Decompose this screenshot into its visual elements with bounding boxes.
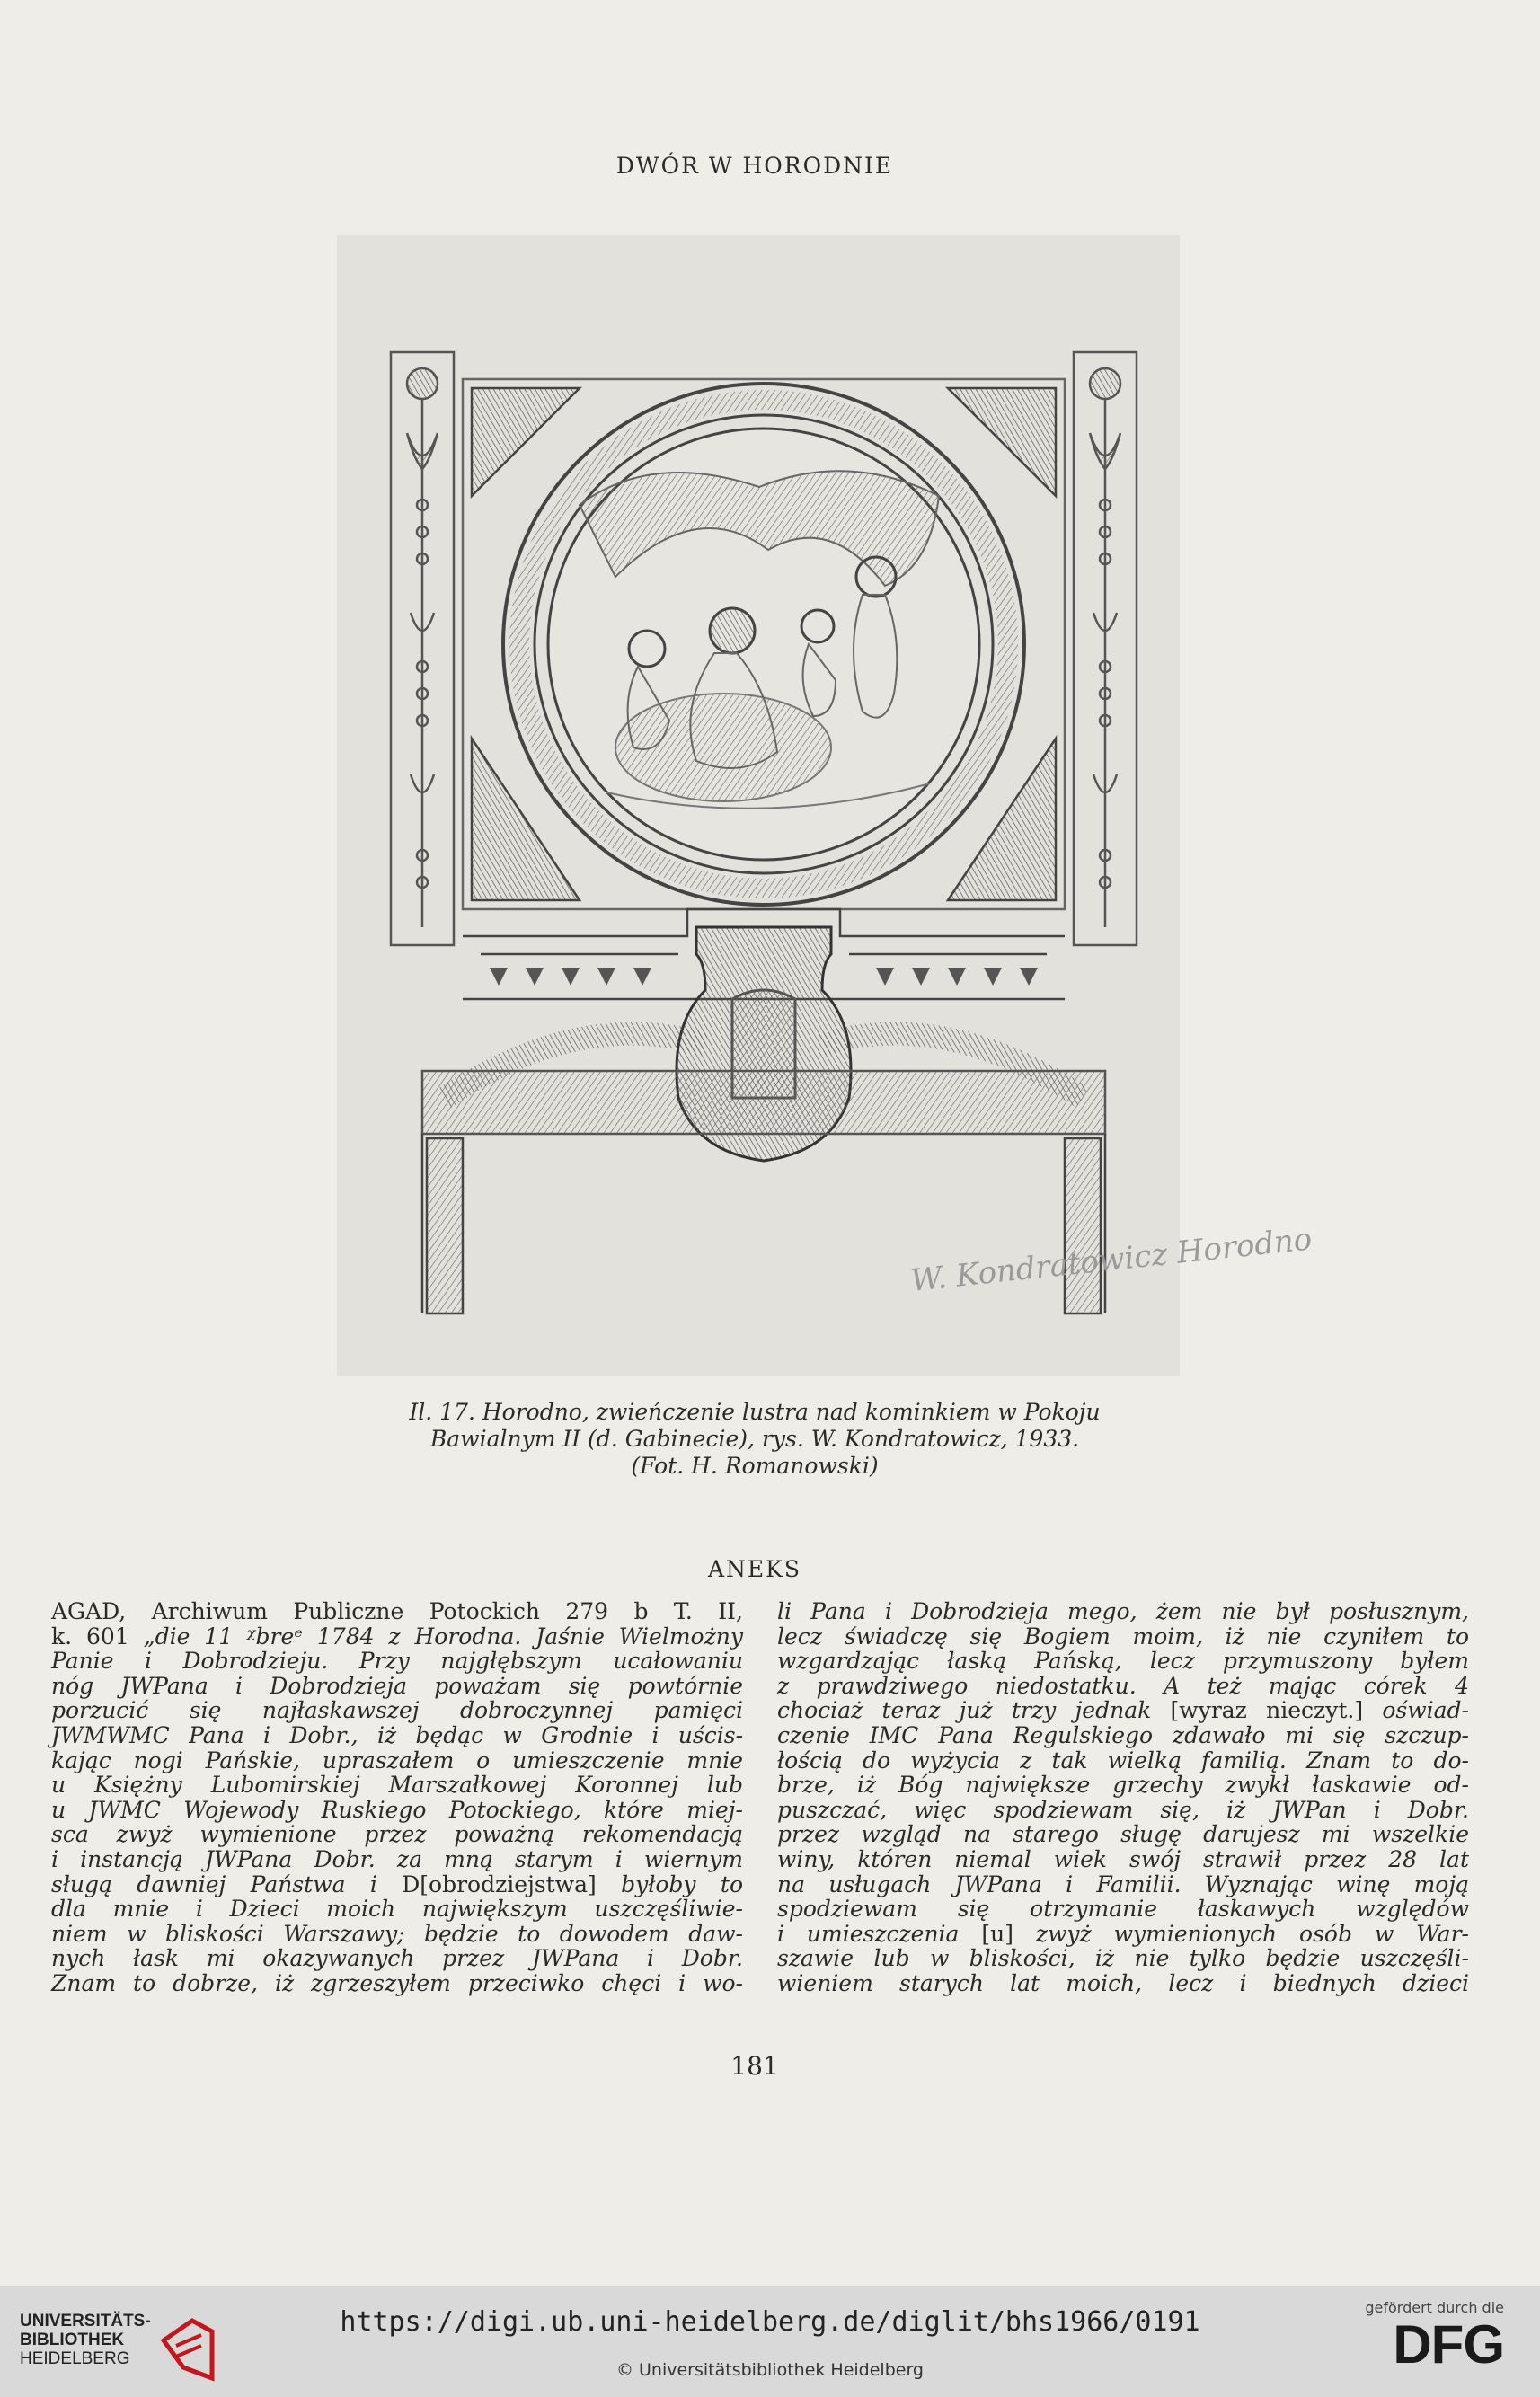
text-line: winy, któren niemal wiek swój strawił przez 28 lat xyxy=(777,1845,1469,1872)
library-name: UNIVERSITÄTS- BIBLIOTHEK HEIDELBERG xyxy=(20,2312,151,2368)
viewer-footer xyxy=(0,2286,1540,2397)
text-line: dla mnie i Dzieci moich największym uszczęśliwie- xyxy=(51,1896,743,1923)
sponsor-block[interactable] xyxy=(1360,2299,1504,2374)
right-text-column xyxy=(777,1599,1469,1996)
caption-line: Bawialnym II (d. Gabinecie), rys. W. Kondratowicz, 1933. xyxy=(429,1426,1080,1452)
text-line: wzgardzając łaską Pańską, lecz przymuszony byłem xyxy=(777,1648,1469,1675)
text-line: k. 601 „die 11 ᵡbreᵉ 1784 z Horodna. Jaśnie Wielmożny xyxy=(51,1623,743,1650)
text-line: u Księżny Lubomirskiej Marszałkowej Koronnej lub xyxy=(51,1772,743,1799)
dfg-logo: DFG xyxy=(1393,2314,1504,2375)
text-line: Panie i Dobrodzieju. Przy najgłębszym ucałowaniu xyxy=(51,1648,743,1675)
text-line: Znam to dobrze, iż zgrzeszyłem przeciwko chęci i wo- xyxy=(51,1969,743,1996)
text-line: łością do wyżycia z tak wielką familią. Znam to do- xyxy=(777,1747,1469,1773)
text-line: sca zwyż wymienione przez poważną rekomendacją xyxy=(51,1821,743,1848)
section-title: ANEKS xyxy=(708,1556,801,1582)
text-line: i instancją JWPana Dobr. za mną starym i wiernym xyxy=(51,1845,743,1872)
text-line: nóg JWPana i Dobrodzieja poważam się powtórnie xyxy=(51,1672,743,1699)
mirror-crest-drawing xyxy=(337,235,1314,1376)
text-line: przez wzgląd na starego sługę darujesz mi wszelkie xyxy=(777,1821,1469,1848)
text-line: kając nogi Pańskie, upraszałem o umieszczenie mnie xyxy=(51,1747,743,1773)
text-line: puszczać, więc spodziewam się, iż JWPan i Dobr. xyxy=(777,1796,1469,1823)
text-line: brze, iż Bóg największe grzechy zwykł łaskawie od- xyxy=(777,1772,1469,1799)
text-line: wieniem starych lat moich, lecz i biednych dzieci xyxy=(777,1969,1469,1996)
page-number: 181 xyxy=(730,2051,779,2081)
text-line: u JWMC Wojewody Ruskiego Potockiego, które miej- xyxy=(51,1796,743,1823)
text-line: szawie lub w bliskości, iż nie tylko będzie uszczęśli- xyxy=(777,1945,1469,1972)
caption-line: (Fot. H. Romanowski) xyxy=(631,1453,879,1479)
left-text-column xyxy=(51,1599,743,1996)
copyright-notice: © Universitätsbibliothek Heidelberg xyxy=(615,2360,924,2380)
text-line: AGAD, Archiwum Publiczne Potockich 279 b T. II, xyxy=(51,1598,743,1624)
figure-caption xyxy=(332,1399,1177,1480)
text-line: czenie IMC Pana Regulskiego zdawało mi się szczup- xyxy=(777,1721,1469,1748)
artist-signature: W. Kondratowicz Horodno xyxy=(908,1221,1314,1299)
running-head: DWÓR W HORODNIE xyxy=(615,153,894,179)
text-line: spodziewam się otrzymanie łaskawych względów xyxy=(777,1896,1469,1923)
text-line: niem w bliskości Warszawy; będzie to dowodem daw- xyxy=(51,1920,743,1947)
text-line: nych łask mi okazywanych przez JWPana i Dobr. xyxy=(51,1945,743,1972)
text-line: JWMWMC Pana i Dobr., iż będąc w Grodnie i uścis- xyxy=(51,1721,744,1748)
text-line: li Pana i Dobrodzieja mego, żem nie był posłusznym, xyxy=(777,1598,1469,1624)
text-line: na usługach JWPana i Familii. Wyznając winę moją xyxy=(777,1871,1469,1897)
caption-line: Il. 17. Horodno, zwieńczenie lustra nad kominkiem w Pokoju xyxy=(409,1399,1101,1425)
text-line: z prawdziwego niedostatku. A też mając córek 4 xyxy=(777,1672,1469,1699)
sponsor-label: gefördert durch die xyxy=(1365,2299,1504,2316)
text-line: chociaż teraz już trzy jednak [wyraz nieczyt.] oświad- xyxy=(777,1697,1469,1724)
permalink-url[interactable]: https://digi.ub.uni-heidelberg.de/diglit/bhs1966/0191 xyxy=(340,2306,1200,2338)
text-line: i umieszczenia [u] zwyż wymienionych osób w War- xyxy=(777,1920,1469,1947)
illustration-plate xyxy=(337,235,1314,1376)
text-line: sługą dawniej Państwa i D[obrodziejstwa] byłoby to xyxy=(51,1871,744,1897)
text-line: porzucić się najłaskawszej dobroczynnej pamięci xyxy=(51,1697,743,1724)
text-line: lecz świadczę się Bogiem moim, iż nie czyniłem to xyxy=(777,1623,1469,1650)
